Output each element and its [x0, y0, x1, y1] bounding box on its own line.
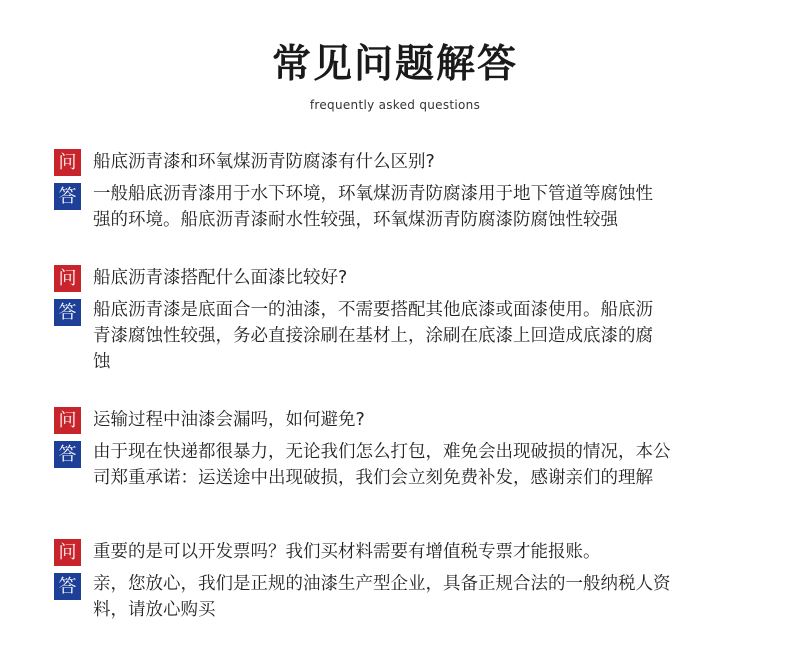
question-text: 船底沥青漆搭配什么面漆比较好?	[93, 268, 348, 288]
answer-line: 由于现在快递都很暴力，无论我们怎么打包，难免会出现破损的情况，本公	[93, 442, 671, 462]
answer-text	[93, 439, 743, 491]
page-subtitle: frequently asked questions	[309, 98, 481, 112]
answer-badge: 答	[54, 441, 81, 468]
answer-row	[54, 571, 744, 623]
faq-item-4	[54, 537, 744, 623]
answer-line: 蚀	[93, 352, 111, 372]
faq-item-1	[54, 147, 744, 233]
answer-line: 司郑重承诺：运送途中出现破损，我们会立刻免费补发，感谢亲们的理解	[93, 468, 653, 488]
answer-badge: 答	[54, 299, 81, 326]
answer-row	[54, 181, 744, 233]
page-title: 常见问题解答	[271, 42, 518, 87]
answer-line: 船底沥青漆是底面合一的油漆，不需要搭配其他底漆或面漆使用。船底沥	[93, 300, 653, 320]
question-row	[54, 263, 744, 293]
answer-line: 料，请放心购买	[93, 600, 216, 620]
answer-text	[93, 571, 743, 623]
answer-badge: 答	[54, 573, 81, 600]
answer-text	[93, 181, 743, 233]
answer-row	[54, 439, 744, 491]
question-badge: 问	[54, 539, 81, 566]
question-text: 重要的是可以开发票吗？我们买材料需要有增值税专票才能报账。	[93, 542, 601, 562]
question-row	[54, 537, 744, 567]
question-row	[54, 147, 744, 177]
answer-row	[54, 297, 744, 375]
answer-line: 青漆腐蚀性较强，务必直接涂刷在基材上，涂刷在底漆上回造成底漆的腐	[93, 326, 653, 346]
answer-badge: 答	[54, 183, 81, 210]
question-badge: 问	[54, 149, 81, 176]
answer-line: 一般船底沥青漆用于水下环境，环氧煤沥青防腐漆用于地下管道等腐蚀性	[93, 184, 653, 204]
answer-text	[93, 297, 743, 375]
faq-item-2	[54, 263, 744, 375]
question-row	[54, 405, 744, 435]
question-text: 运输过程中油漆会漏吗，如何避免?	[93, 410, 365, 430]
answer-line: 亲，您放心，我们是正规的油漆生产型企业，具备正规合法的一般纳税人资	[93, 574, 671, 594]
question-badge: 问	[54, 407, 81, 434]
question-text: 船底沥青漆和环氧煤沥青防腐漆有什么区别?	[93, 152, 435, 172]
question-badge: 问	[54, 265, 81, 292]
answer-line: 强的环境。船底沥青漆耐水性较强，环氧煤沥青防腐漆防腐蚀性较强	[93, 210, 618, 230]
faq-item-3	[54, 405, 744, 491]
